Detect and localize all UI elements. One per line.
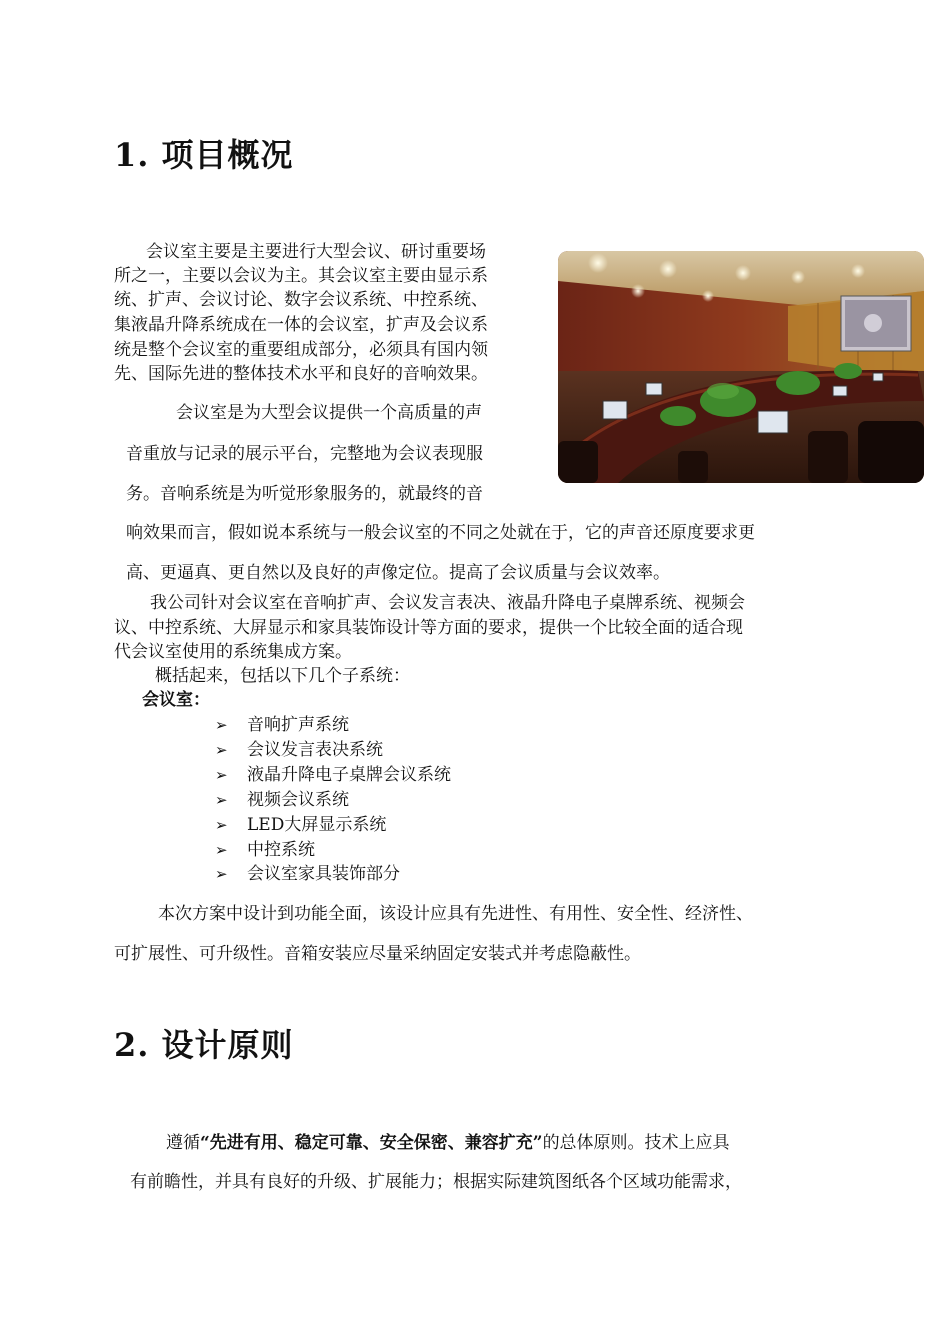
paragraph-line: 会议室是为大型会议提供一个高质量的声 bbox=[176, 403, 482, 423]
list-item: ➢ 会议发言表决系统 bbox=[215, 740, 383, 760]
paragraph-line: 响效果而言，假如说本系统与一般会议室的不同之处就在于，它的声音还原度要求更 bbox=[126, 523, 755, 543]
paragraph-line: 音重放与记录的展示平台，完整地为会议表现服 bbox=[126, 444, 483, 464]
arrow-bullet-icon: ➢ bbox=[215, 716, 228, 734]
section-heading-2: 2. 设计原则 bbox=[114, 1026, 294, 1064]
list-item: ➢ 视频会议系统 bbox=[215, 790, 349, 810]
list-item: ➢ 音响扩声系统 bbox=[215, 715, 349, 735]
list-item: ➢ 液晶升降电子桌牌会议系统 bbox=[215, 765, 451, 785]
arrow-bullet-icon: ➢ bbox=[215, 791, 228, 809]
arrow-bullet-icon: ➢ bbox=[215, 816, 228, 834]
subheading-meeting-room: 会议室： bbox=[142, 690, 210, 710]
list-item: ➢ 中控系统 bbox=[215, 840, 315, 860]
arrow-bullet-icon: ➢ bbox=[215, 741, 228, 759]
paragraph-line: 我公司针对会议室在音响扩声、会议发言表决、液晶升降电子桌牌系统、视频会 bbox=[150, 593, 745, 613]
paragraph-line: 务。音响系统是为听觉形象服务的，就最终的音 bbox=[126, 484, 483, 504]
paragraph-line: 议、中控系统、大屏显示和家具装饰设计等方面的要求，提供一个比较全面的适合现 bbox=[114, 618, 743, 638]
list-item: ➢ 会议室家具装饰部分 bbox=[215, 864, 400, 884]
paragraph-line: 可扩展性、可升级性。音箱安装应尽量采纳固定安装式并考虑隐蔽性。 bbox=[114, 944, 641, 964]
paragraph-line: 所之一，主要以会议为主。其会议室主要由显示系 bbox=[114, 266, 488, 286]
arrow-bullet-icon: ➢ bbox=[215, 841, 228, 859]
conference-room-photo bbox=[558, 251, 924, 483]
summary-line: 概括起来，包括以下几个子系统： bbox=[155, 666, 410, 686]
paragraph-line: 高、更逼真、更自然以及良好的声像定位。提高了会议质量与会议效率。 bbox=[126, 563, 670, 583]
arrow-bullet-icon: ➢ bbox=[215, 865, 228, 883]
paragraph-line: 集液晶升降系统成在一体的会议室，扩声及会议系 bbox=[114, 315, 488, 335]
paragraph-line: 先、国际先进的整体技术水平和良好的音响效果。 bbox=[114, 364, 488, 384]
arrow-bullet-icon: ➢ bbox=[215, 766, 228, 784]
paragraph-line: 统是整个会议室的重要组成部分，必须具有国内领 bbox=[114, 340, 488, 360]
paragraph-line: 本次方案中设计到功能全面，该设计应具有先进性、有用性、安全性、经济性、 bbox=[158, 904, 753, 924]
section-heading-1: 1. 项目概况 bbox=[114, 136, 294, 174]
paragraph-line: 会议室主要是主要进行大型会议、研讨重要场 bbox=[146, 242, 486, 262]
paragraph-line: 代会议室使用的系统集成方案。 bbox=[114, 642, 352, 662]
paragraph-line: 统、扩声、会议讨论、数字会议系统、中控系统、 bbox=[114, 290, 488, 310]
list-item: ➢ LED大屏显示系统 bbox=[215, 815, 387, 835]
paragraph-line: 遵循“先进有用、稳定可靠、安全保密、兼容扩充”的总体原则。技术上应具 bbox=[166, 1133, 730, 1153]
paragraph-line: 有前瞻性，并具有良好的升级、扩展能力；根据实际建筑图纸各个区域功能需求， bbox=[130, 1172, 742, 1192]
